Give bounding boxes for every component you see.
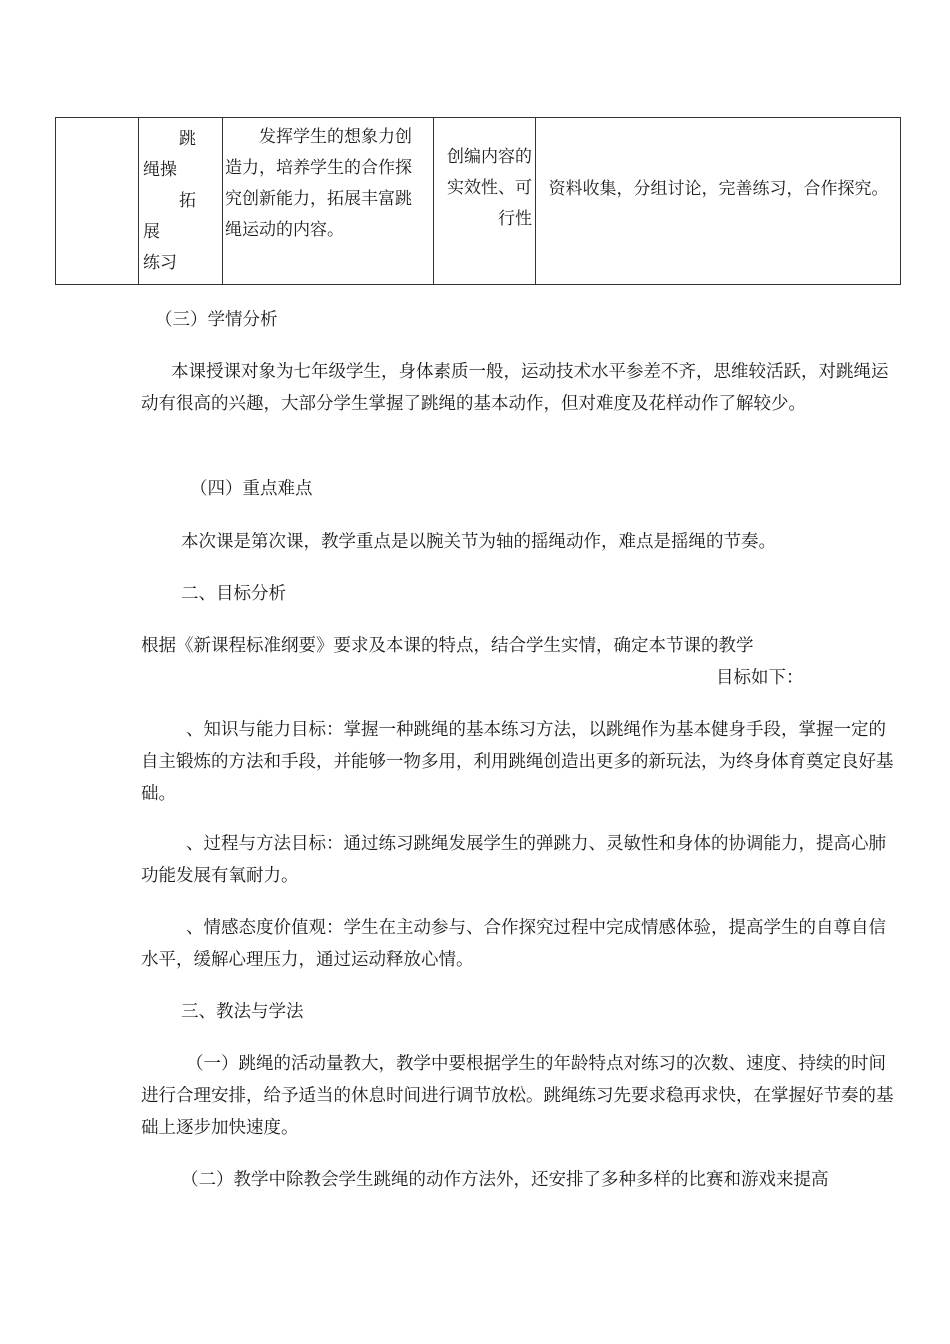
cell-line: 拓 bbox=[179, 191, 196, 211]
section-heading-goals: 二、目标分析 bbox=[181, 584, 286, 604]
section-heading-methods: 三、教法与学法 bbox=[181, 1002, 304, 1022]
lesson-table bbox=[55, 117, 901, 285]
cell-text: 资料收集，分组讨论，完善练习，合作探究。 bbox=[548, 179, 889, 199]
table-cell-method bbox=[535, 118, 901, 284]
cell-line: 跳 bbox=[179, 129, 196, 149]
cell-line: 展 bbox=[143, 222, 160, 242]
paragraph-goals-intro-tail: 目标如下： bbox=[716, 668, 804, 688]
cell-text: 发挥学生的想象力创造力，培养学生的合作探究创新能力，拓展丰富跳绳运动的内容。 bbox=[225, 127, 412, 240]
paragraph-method-2: （二）教学中除教会学生跳绳的动作方法外，还安排了多种多样的比赛和游戏来提高 bbox=[181, 1170, 829, 1190]
paragraph-goal-knowledge: 、知识与能力目标：掌握一种跳绳的基本练习方法，以跳绳作为基本健身手段，掌握一定的自主锻炼的方法和手段，并能够一物多用，利用跳绳创造出更多的新玩法，为终身体育奠定良好基础。 bbox=[141, 720, 894, 804]
cell-line: 练习 bbox=[143, 253, 177, 273]
paragraph-goal-process: 、过程与方法目标：通过练习跳绳发展学生的弹跳力、灵敏性和身体的协调能力，提高心肺功能发展有氧耐力。 bbox=[141, 834, 886, 886]
table-cell-evaluation bbox=[433, 118, 535, 284]
table-cell-activity bbox=[138, 118, 222, 284]
table-cell-purpose bbox=[222, 118, 433, 284]
paragraph-goals-intro: 根据《新课程标准纲要》要求及本课的特点，结合学生实情，确定本节课的教学 bbox=[141, 636, 754, 656]
cell-text: 创编内容的实效性、可行性 bbox=[447, 147, 532, 229]
section-heading-key-points: （四）重点难点 bbox=[190, 479, 313, 499]
section-heading-learner-analysis: （三）学情分析 bbox=[155, 310, 278, 330]
paragraph-key-points: 本次课是第次课，教学重点是以腕关节为轴的摇绳动作，难点是摇绳的节奏。 bbox=[181, 532, 776, 552]
paragraph-learner-analysis: 本课授课对象为七年级学生，身体素质一般，运动技术水平参差不齐，思维较活跃，对跳绳运动有很高的兴趣，大部分学生掌握了跳绳的基本动作，但对难度及花样动作了解较少。 bbox=[141, 362, 889, 414]
paragraph-goal-emotion: 、情感态度价值观：学生在主动参与、合作探究过程中完成情感体验，提高学生的自尊自信水平，缓解心理压力，通过运动释放心情。 bbox=[141, 918, 886, 970]
paragraph-method-1: （一）跳绳的活动量教大，教学中要根据学生的年龄特点对练习的次数、速度、持续的时间进行合理安排，给予适当的休息时间进行调节放松。跳绳练习先要求稳再求快，在掌握好节奏的基础上逐步加快速度。 bbox=[141, 1054, 894, 1138]
cell-line: 绳操 bbox=[143, 160, 177, 180]
